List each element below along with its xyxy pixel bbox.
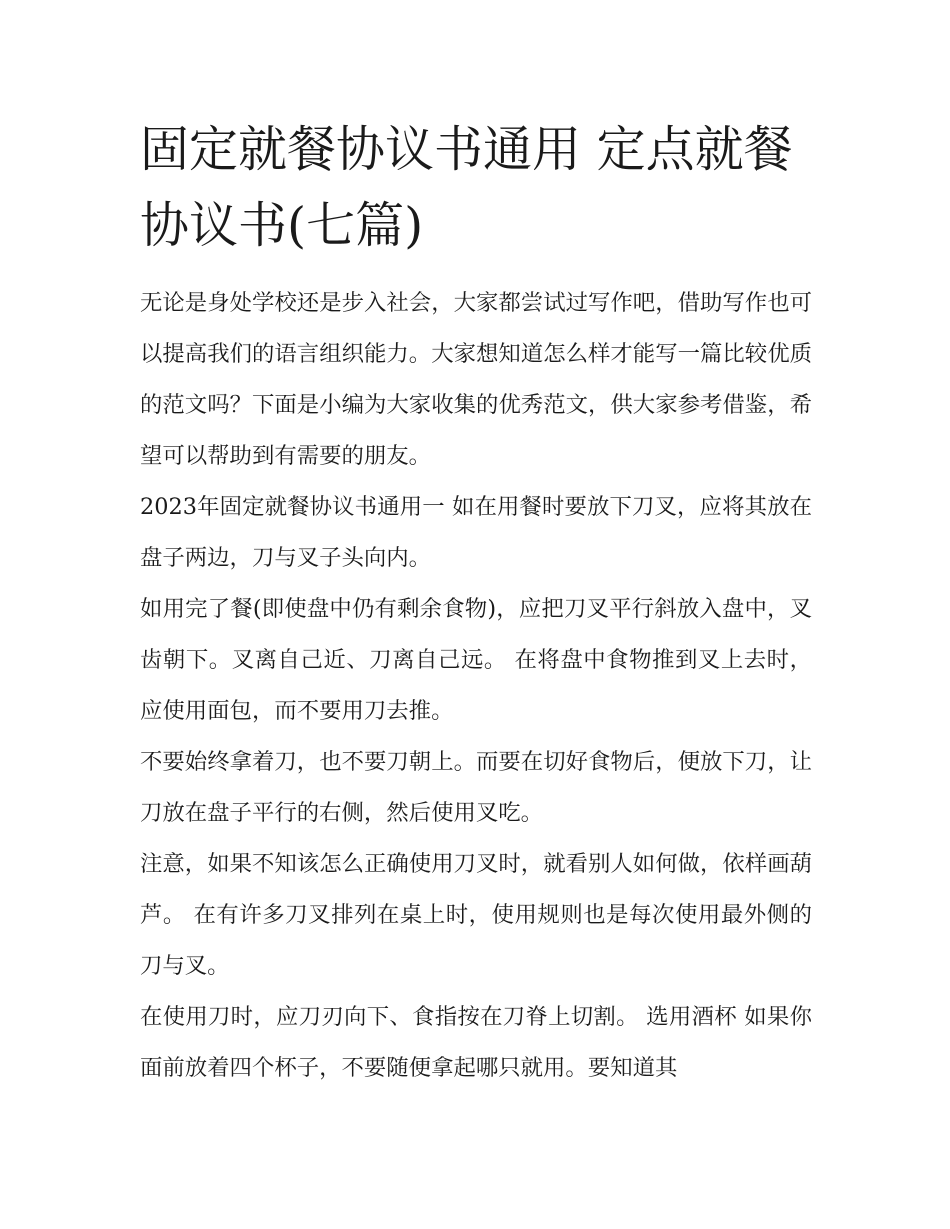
document-page	[140, 112, 812, 1094]
document-title: 固定就餐协议书通用 定点就餐协议书(七篇)	[140, 121, 793, 254]
paragraph-intro: 无论是身处学校还是步入社会，大家都尝试过写作吧，借助写作也可以提高我们的语言组织能力。大家想知道怎么样才能写一篇比较优质的范文吗？下面是小编为大家收集的优秀范文，供大家参考借鉴，希望可以帮助到有需要的朋友。	[140, 290, 812, 469]
paragraph-3: 不要始终拿着刀，也不要刀朝上。而要在切好食物后，便放下刀，让刀放在盘子平行的右侧，然后使用叉吃。	[140, 749, 812, 826]
paragraph-2: 如用完了餐(即使盘中仍有剩余食物)，应把刀叉平行斜放入盘中，叉齿朝下。叉离自己近、刀离自己远。 在将盘中食物推到叉上去时，应使用面包，而不要用刀去推。	[140, 596, 812, 724]
paragraph-4: 注意，如果不知该怎么正确使用刀叉时，就看别人如何做，依样画葫芦。 在有许多刀叉排列在桌上时，使用规则也是每次使用最外侧的刀与叉。	[140, 851, 812, 979]
paragraph-1: 2023年固定就餐协议书通用一 如在用餐时要放下刀叉，应将其放在盘子两边，刀与叉子头向内。	[140, 494, 812, 571]
paragraph-5: 在使用刀时，应刀刃向下、食指按在刀脊上切割。 选用酒杯 如果你面前放着四个杯子，不要随便拿起哪只就用。要知道其	[140, 1004, 812, 1081]
